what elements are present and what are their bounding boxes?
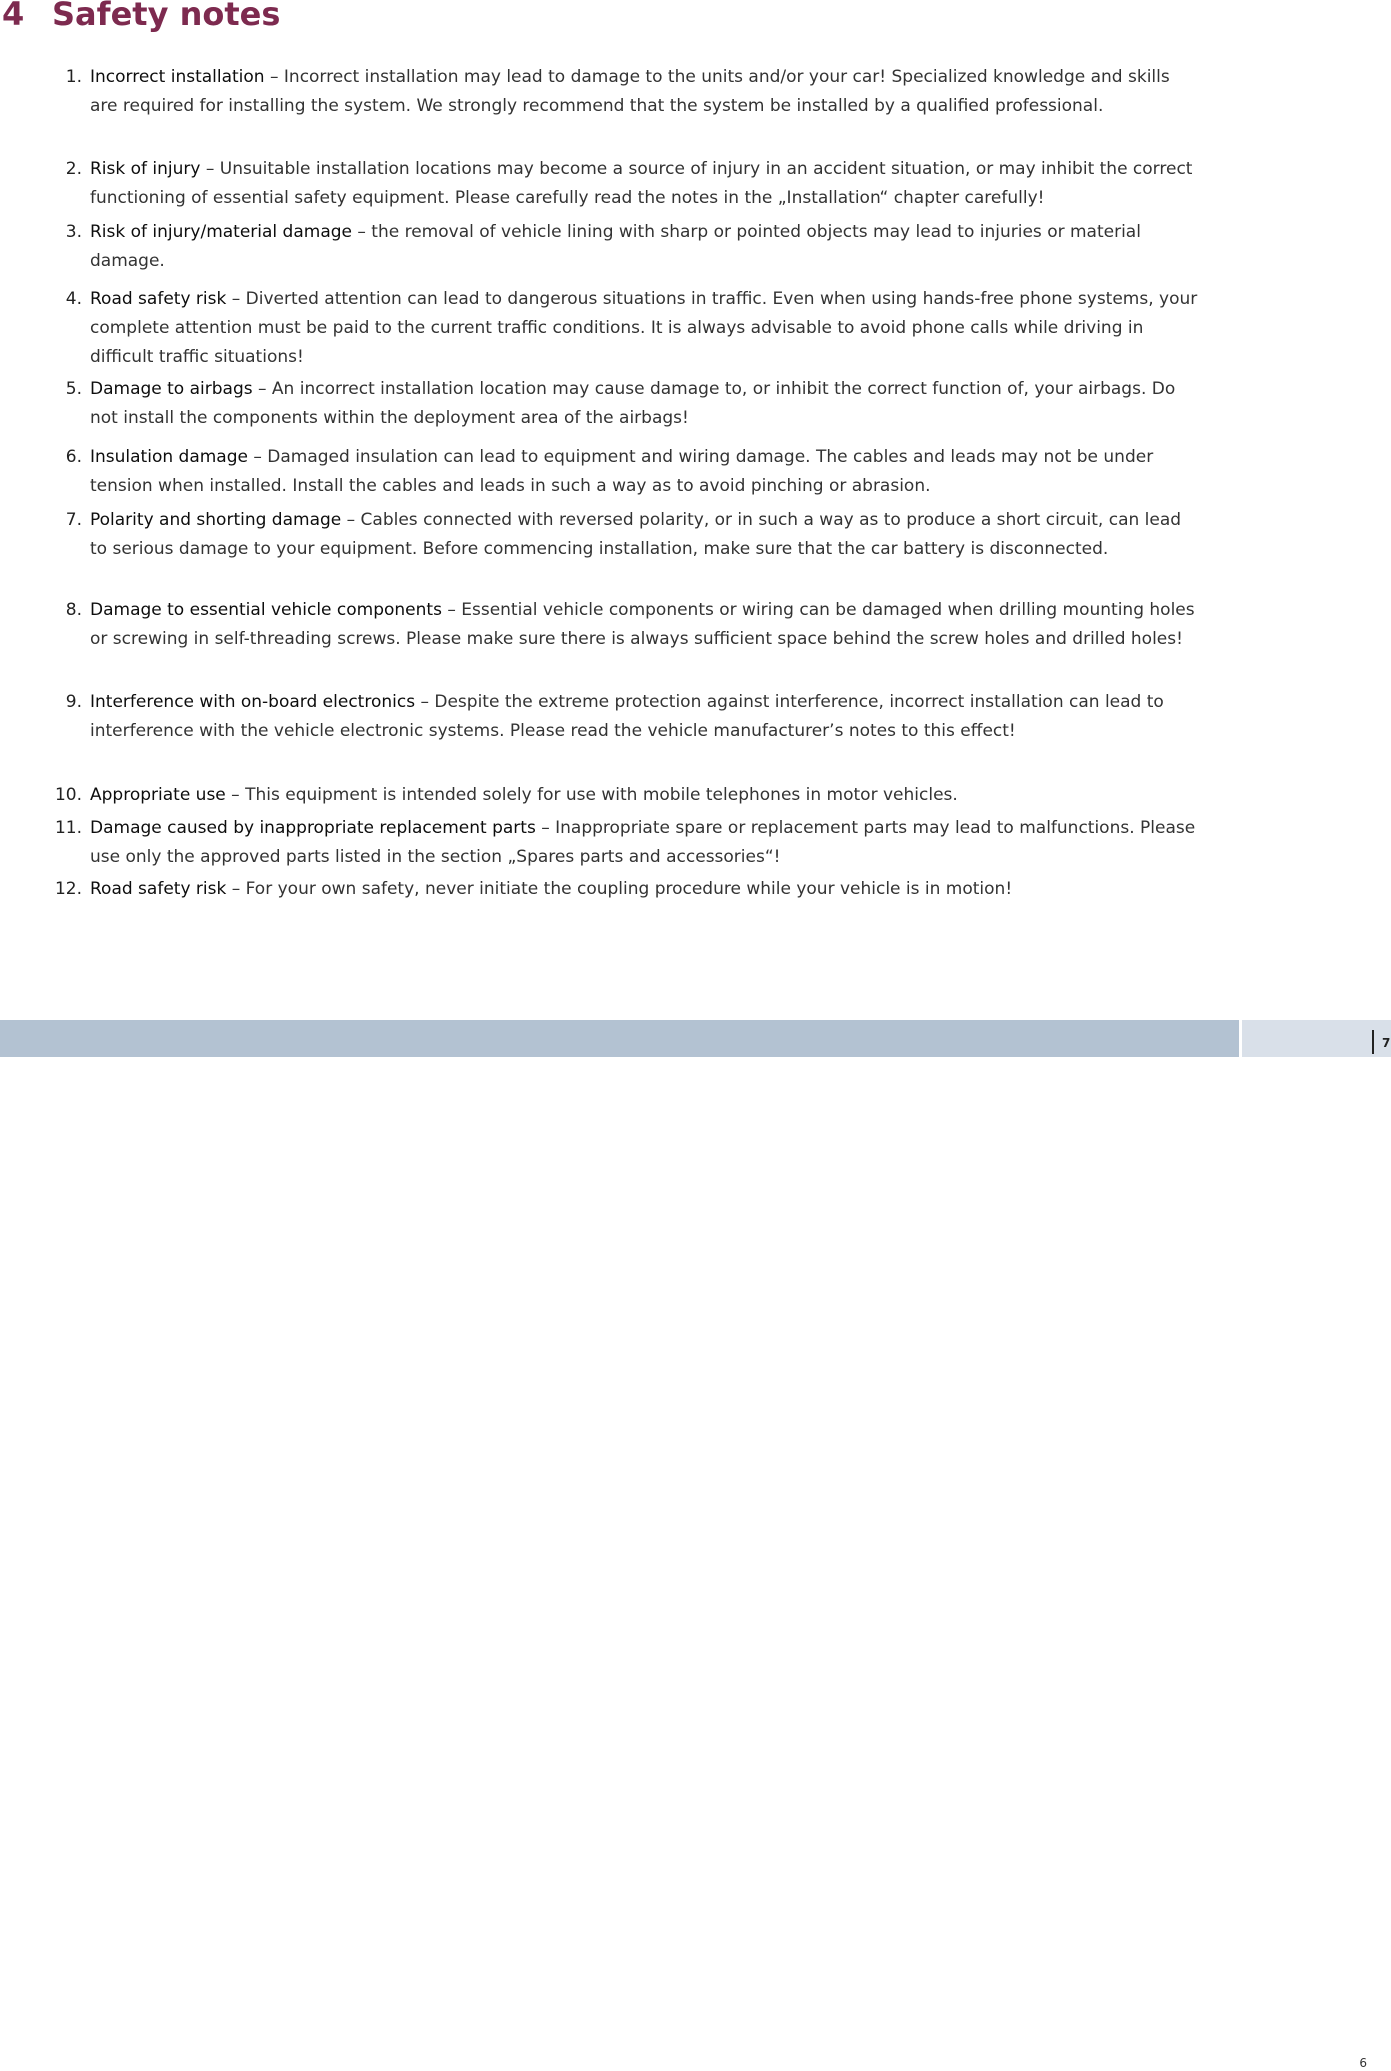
note-body	[90, 443, 1198, 501]
page-divider	[1372, 1030, 1374, 1054]
note-text: – Cables connected with reversed polarity, or in such a way as to produce a short circuit, can lead to serious damage to your equipment. Before commencing installation, make sure that the car battery is disconnected.	[90, 510, 1182, 559]
note-text: – Despite the extreme protection against interference, incorrect installation can lead to interference with the vehicle electronic systems. Please read the vehicle manufacturer’s notes to this effect!	[90, 692, 1164, 741]
note-text: – the removal of vehicle lining with sharp or pointed objects may lead to injuries or material damage.	[90, 222, 1141, 271]
footer-bar	[0, 1020, 1239, 1057]
note-text: – This equipment is intended solely for use with mobile telephones in motor vehicles.	[225, 785, 958, 805]
note-title: Road safety risk	[90, 879, 227, 899]
note-number: 8.	[65, 600, 82, 620]
note-body	[90, 375, 1198, 433]
note-number: 3.	[65, 222, 82, 242]
note-number: 6.	[65, 447, 82, 467]
note-text: – For your own safety, never initiate the coupling procedure while your vehicle is in motion!	[226, 879, 1013, 899]
note-text: – Diverted attention can lead to dangerous situations in traffic. Even when using hands-free phone systems, your complete attention must be paid to the current traffic conditions. It is always advisable to avoid phone calls while driving in difficult traffic situations!	[90, 289, 1198, 367]
note-title: Interference with on-board electronics	[90, 692, 416, 712]
note-number: 12.	[54, 879, 82, 899]
note-text: – Incorrect installation may lead to damage to the units and/or your car! Specialized knowledge and skills are required for installing the system. We strongly recommend that the system be installed by a qualified professional.	[90, 67, 1170, 116]
page-number-right: 7	[1382, 1036, 1391, 1050]
note-body	[90, 781, 1198, 810]
note-body	[90, 875, 1198, 904]
note-text: – An incorrect installation location may cause damage to, or inhibit the correct function of, your airbags. Do not install the components within the deployment area of the airbags!	[90, 379, 1176, 428]
note-title: Road safety risk	[90, 289, 227, 309]
note-title: Incorrect installation	[90, 67, 265, 87]
note-number: 11.	[54, 818, 82, 838]
note-body	[90, 506, 1198, 564]
note-number: 9.	[65, 692, 82, 712]
note-text: – Essential vehicle components or wiring can be damaged when drilling mounting holes or screwing in self-threading screws. Please make sure there is always sufficient space behind the screw holes and drilled holes!	[90, 600, 1195, 649]
note-title: Damage to airbags	[90, 379, 253, 399]
note-text: – Inappropriate spare or replacement parts may lead to malfunctions. Please use only the approved parts listed in the section „Spares parts and accessories“!	[90, 818, 1196, 867]
note-title: Risk of injury	[90, 159, 201, 179]
footer-page-tab	[1242, 1020, 1391, 2070]
note-title: Insulation damage	[90, 447, 248, 467]
note-text: – Damaged insulation can lead to equipment and wiring damage. The cables and leads may not be under tension when installed. Install the cables and leads in such a way as to avoid pinching or abrasion.	[90, 447, 1154, 496]
note-title: Risk of injury/material damage	[90, 222, 352, 242]
note-number: 1.	[65, 67, 82, 87]
note-number: 10.	[54, 785, 82, 805]
note-body	[90, 63, 1198, 121]
note-number: 7.	[65, 510, 82, 530]
note-body	[90, 688, 1198, 746]
section-number: 4	[2, 0, 25, 33]
safety-notes-list	[0, 0, 1391, 1000]
note-body	[90, 285, 1198, 372]
note-body	[90, 218, 1198, 276]
note-text: – Unsuitable installation locations may become a source of injury in an accident situation, or may inhibit the correct functioning of essential safety equipment. Please carefully read the notes in the „Installation“ chapter carefully!	[90, 159, 1193, 208]
note-number: 4.	[65, 289, 82, 309]
note-title: Damage to essential vehicle components	[90, 600, 442, 620]
note-number: 5.	[65, 379, 82, 399]
note-title: Damage caused by inappropriate replacement parts	[90, 818, 536, 838]
note-title: Appropriate use	[90, 785, 226, 805]
note-body	[90, 155, 1198, 213]
note-number: 2.	[65, 159, 82, 179]
note-title: Polarity and shorting damage	[90, 510, 342, 530]
note-body	[90, 596, 1198, 654]
note-body	[90, 814, 1198, 872]
section-title: Safety notes	[52, 0, 281, 33]
page-number-left: 6	[1359, 2056, 1367, 2070]
